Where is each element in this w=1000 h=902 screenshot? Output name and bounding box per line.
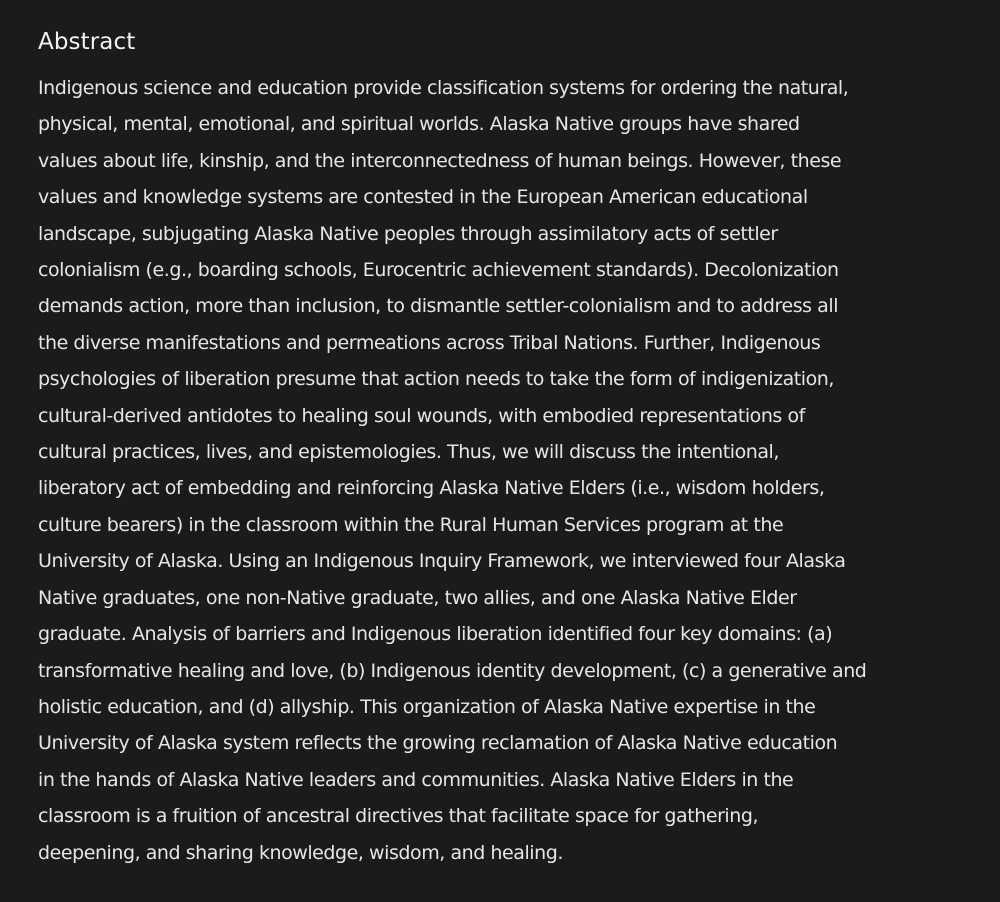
abstract-line: Indigenous science and education provide classification systems for ordering the natural, [38, 77, 849, 99]
abstract-line: transformative healing and love, (b) Indigenous identity development, (c) a generative and [38, 659, 867, 682]
abstract-line: values and knowledge systems are contested in the European American educational [38, 186, 808, 209]
abstract-line: graduate. Analysis of barriers and Indigenous liberation identified four key domains: (a) [38, 623, 833, 646]
abstract-line: physical, mental, emotional, and spiritual worlds. Alaska Native groups have shared [38, 113, 800, 136]
abstract-line: the diverse manifestations and permeations across Tribal Nations. Further, Indigenous [38, 331, 821, 354]
abstract-line: liberatory act of embedding and reinforcing Alaska Native Elders (i.e., wisdom holders, [38, 477, 825, 500]
abstract-line: in the hands of Alaska Native leaders and communities. Alaska Native Elders in the [38, 768, 794, 791]
abstract-line: University of Alaska system reflects the growing reclamation of Alaska Native education [38, 732, 838, 755]
abstract-line: landscape, subjugating Alaska Native peoples through assimilatory acts of settler [38, 222, 778, 245]
abstract-line: deepening, and sharing knowledge, wisdom, and healing. [38, 841, 563, 864]
abstract-line: holistic education, and (d) allyship. This organization of Alaska Native expertise in the [38, 695, 816, 718]
abstract-paragraph [38, 70, 960, 871]
abstract-line: psychologies of liberation presume that action needs to take the form of indigenization, [38, 368, 834, 391]
abstract-line: classroom is a fruition of ancestral directives that facilitate space for gathering, [38, 805, 759, 828]
abstract-heading: Abstract [38, 29, 136, 55]
abstract-line: colonialism (e.g., boarding schools, Eurocentric achievement standards). Decolonization [38, 259, 839, 282]
abstract-line: values about life, kinship, and the interconnectedness of human beings. However, these [38, 149, 842, 172]
abstract-line: University of Alaska. Using an Indigenous Inquiry Framework, we interviewed four Alaska [38, 550, 846, 573]
abstract-line: cultural-derived antidotes to healing soul wounds, with embodied representations of [38, 404, 805, 427]
abstract-line: Native graduates, one non-Native graduate, two allies, and one Alaska Native Elder [38, 586, 797, 609]
abstract-line: culture bearers) in the classroom within the Rural Human Services program at the [38, 513, 784, 536]
abstract-line: cultural practices, lives, and epistemologies. Thus, we will discuss the intentional, [38, 441, 779, 464]
abstract-line: demands action, more than inclusion, to dismantle settler-colonialism and to address all [38, 295, 839, 318]
